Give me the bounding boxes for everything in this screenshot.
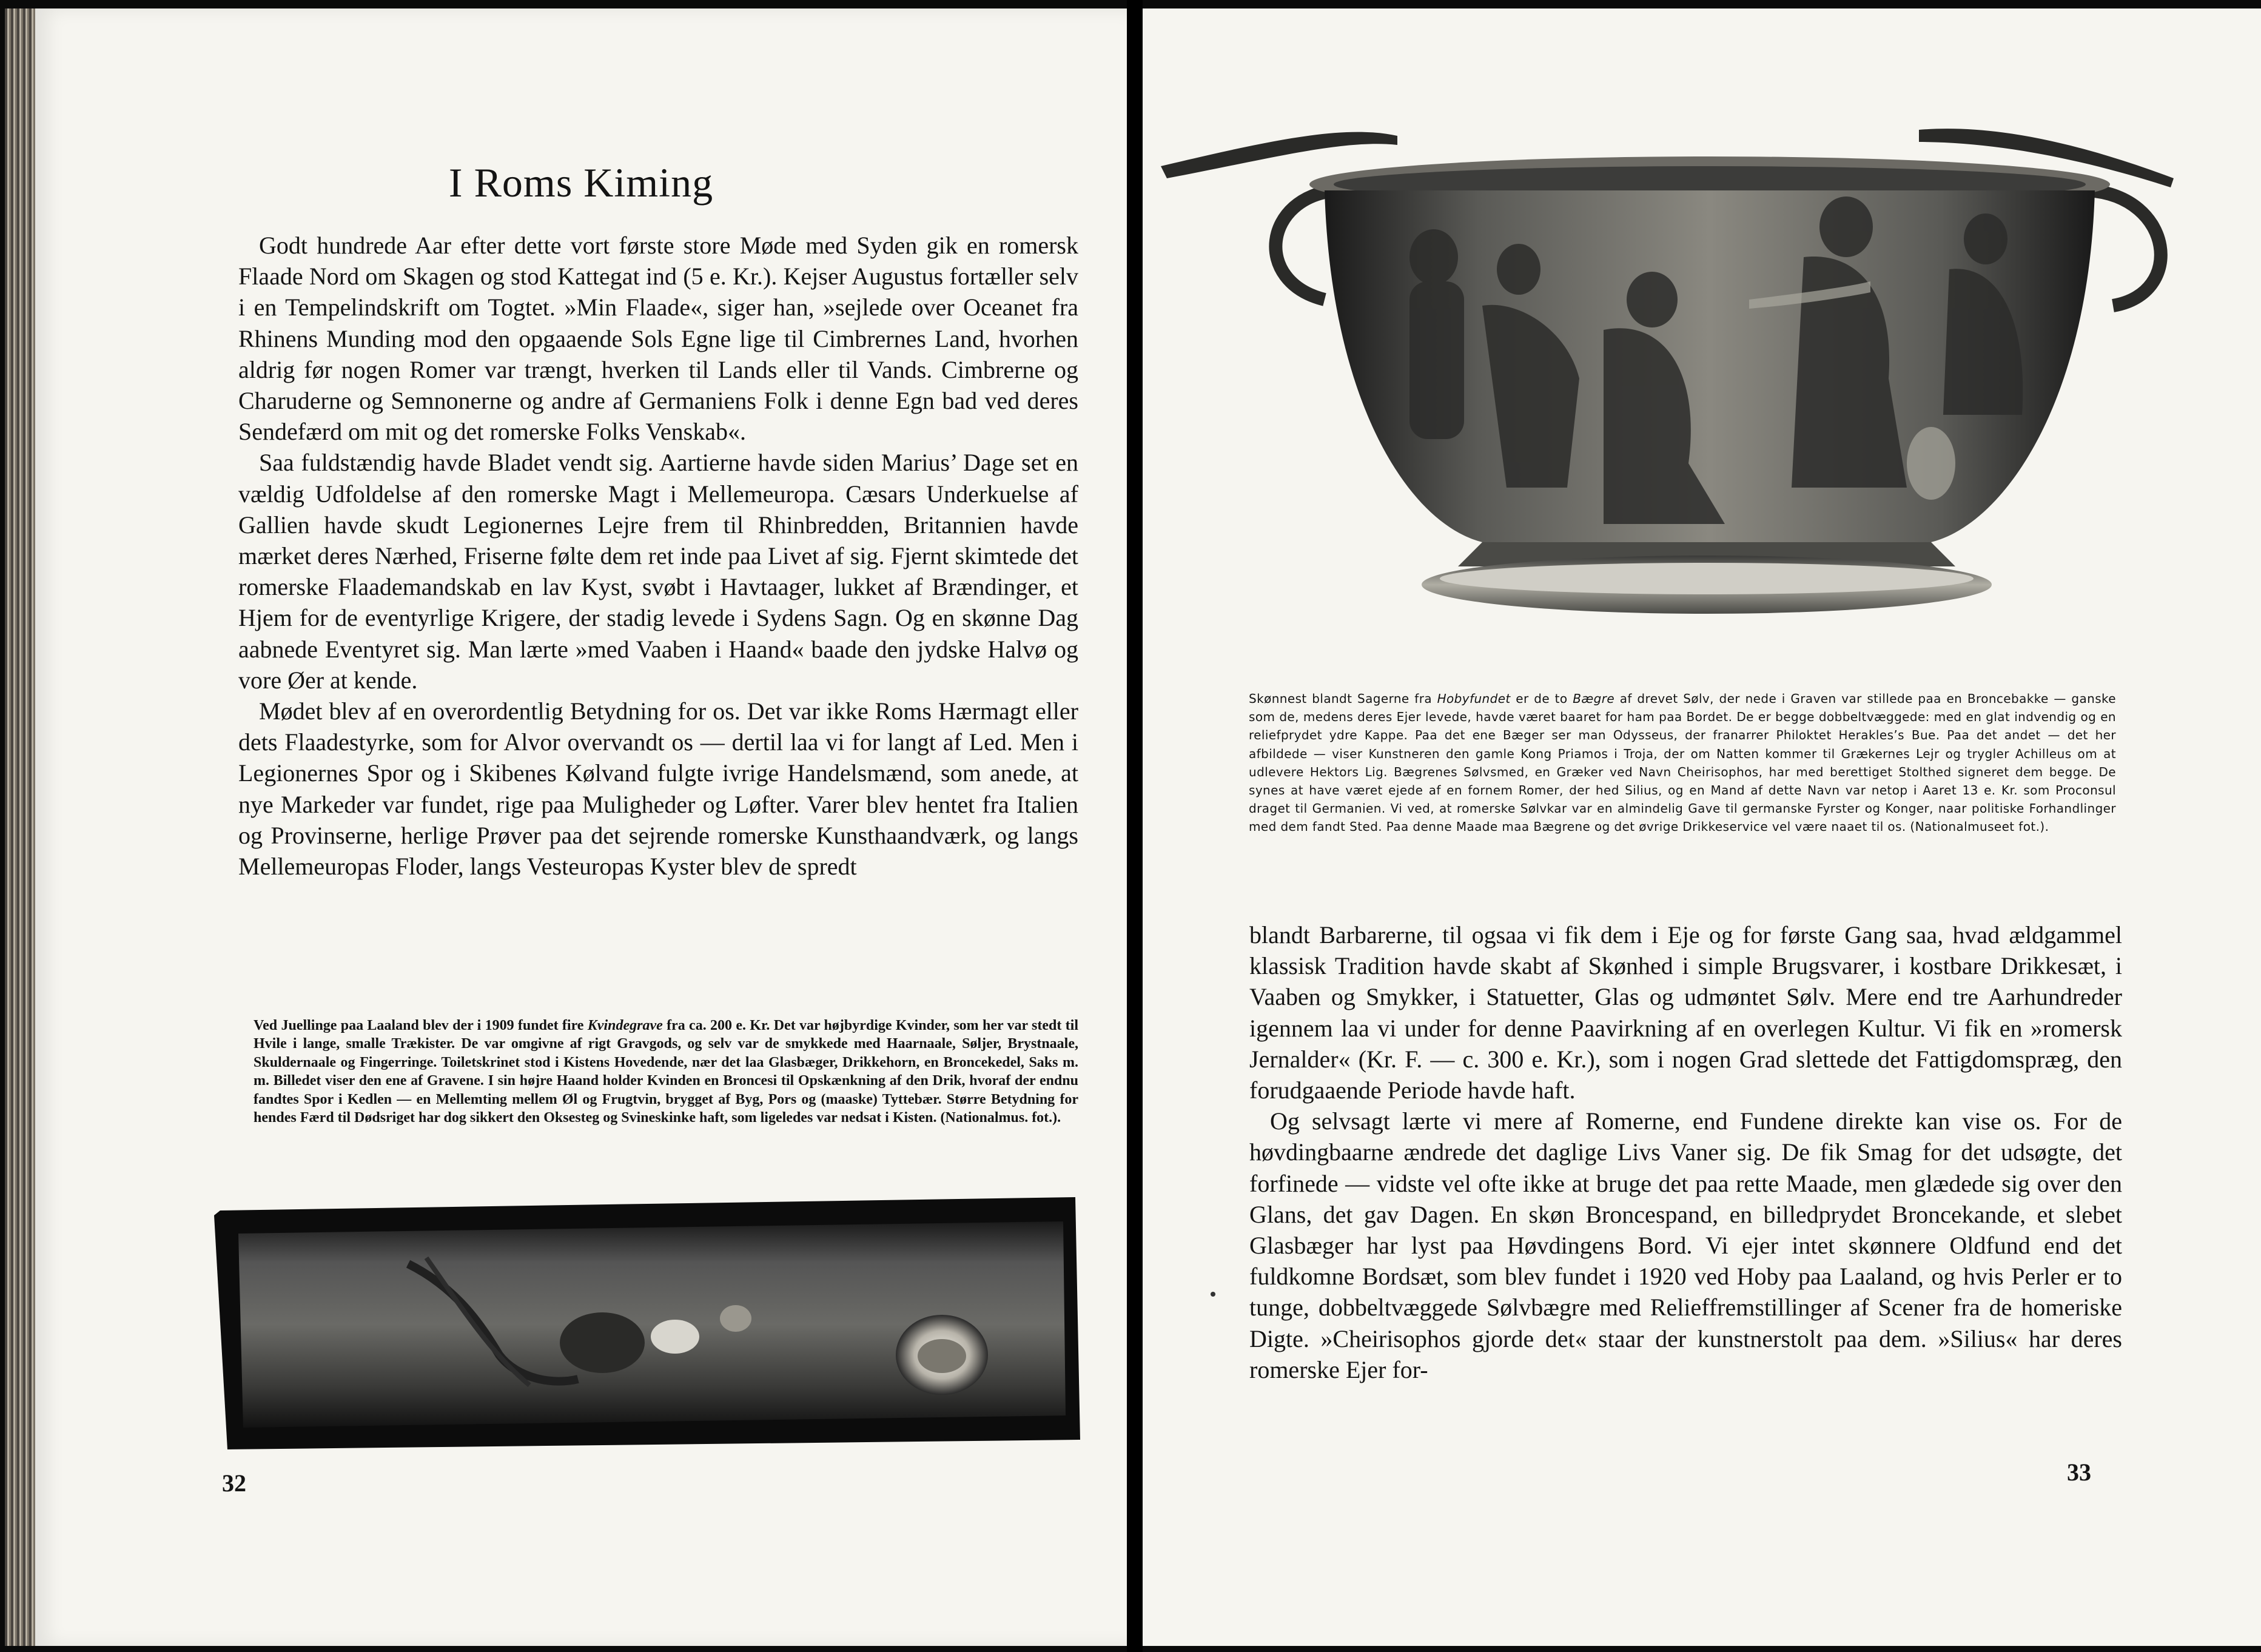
right-paragraph-1: blandt Barbarerne, til ogsaa vi fik dem i Eje og for første Gang saa, hvad ældgammel klassisk Tradition havde skabt af Skønhed i simple Brugsvarer, i kostbare Drikkesæt, i Vaaben og Smykker, i Statuetter, Glas og udmøntet Sølv. Mere end tre Aarhundreder igennem laa vi under for denne Paavirkning af en overlegen Kultur. Vi fik en »romersk Jernalder« (Kr. F. — c. 300 e. Kr.), som i nogen Grad slettede det Fattigdomspræg, den forudgaaende Periode havde haft. [1249,921,2122,1104]
right-page [1143,8,2261,1646]
page-number: 33 [2067,1459,2091,1486]
left-paragraph-1: Godt hundrede Aar efter dette vort første store Møde med Syden gik en romersk Flaade Nord om Skagen og stod Kattegat ind (5 e. Kr.). Kejser Augustus fortæller selv i en Tempelindskrift om Togtet. »Min Flaade«, siger han, »sejlede over Oceanet fra Rhinens Munding mod den opgaaende Sols Egne lige til Cimbrernes Land, hvorhen aldrig før nogen Romer var trængt, hverken til Lands eller til Vands. Cimbrerne og Charuderne og Semnonerne og andre af Germaniens Folk i denne Egn bad ved deres Sendefærd om mit og det romerske Folks Venskab«. [238,232,1078,446]
left-page [35,8,1127,1646]
cup-photo-caption [1249,690,2116,836]
book-page-edges [5,8,35,1646]
caption-emphasis: Kvindegrave [587,1018,663,1033]
silver-cup-photo [1143,99,2261,676]
left-paragraph-2: Saa fuldstændig havde Bladet vendt sig. Aartierne havde siden Marius’ Dage set en vældig Udfoldelse af den romerske Magt i Mellemeuropa. Cæsars Underkuelse af Gallien havde skudt Legionernes Lejre frem til Rhinbredden, Britannien havde mærket deres Nærhed, Friserne følte dem ret inde paa Livet af sig. Fjernt skimtede det romerske Flaademandskab en lav Kyst, svøbt i Havtaager, lukket af Brændinger, et Hjem for de eventyrlige Krigere, der stadig levede i Sydens Sagn. Og en skønne Dag aabnede Eventyret sig. Man lærte »med Vaaben i Haand« baade den jydske Halvø og vore Øer at kende. [238,449,1078,694]
left-body-text [238,230,1078,882]
caption-emphasis: Hobyfundet [1437,691,1511,706]
grave-photo [214,1197,1081,1449]
grave-photo-caption [254,1016,1078,1127]
caption-text: af drevet Sølv, der nede i Graven var stillede paa en Broncebakke — ganske som de, medens deres Ejer levede, havde været baaret for ham paa Bordet. De er begge dobbeltvæggede: med en glat indvendig og en reliefprydet ydre Kappe. Paa det ene Bæger ser man Odysseus, der franarrer Philoktet Herakles’s Bue. Paa det andet — det her afbildede — viser Kunstneren den gamle Kong Priamos i Troja, der om Natten kommer til Grækernes Lejr og trygler Achilleus om at udlevere Hektors Lig. Bægrenes Sølvsmed, en Græker ved Navn Cheirisophos, har med berettiget Stolthed signeret dem begge. De synes at have været ejede af en fornem Romer, der hed Silius, og en Mand af dette Navn var netop i Aaret 13 e. Kr. som Proconsul draget til Germanien. Vi ved, at romerske Sølvkar var en almindelig Gave til germanske Fyrster og Konger, naar politiske Forhandlinger med dem fandt Sted. Paa denne Maade maa Bægrene og det øvrige Drikkeservice vel være naaet til os. (Nationalmuseet fot.). [1249,691,2116,834]
right-paragraph-2: Og selvsagt lærte vi mere af Romerne, end Fundene direkte kan vise os. For de høvdingbaarne ændrede det daglige Livs Vaner sig. De fik Smag for det udsøgte, det forfinede — vidste vel ofte ikke at bruge det paa rette Maade, men glædede sig over den Glans, det gav Dagen. En skøn Broncespand, en billedprydet Broncekande, et slebet Glasbæger har lyst paa Høvdingens Bord. Vi ejer intet skønnere Oldfund end det fuldkomne Bordsæt, som blev fundet i 1920 ved Hoby paa Laaland, og hvis Perler er to tunge, dobbeltvæggede Sølvbægre med Relieffremstillinger af Scener fra de homeriske Digte. »Cheirisophos gjorde det« staar der kunstnerstolt paa dem. »Silius« har deres romerske Ejer for- [1249,1107,2122,1383]
caption-text: er de to [1510,691,1573,706]
chapter-title: I Roms Kiming [448,159,714,206]
page-number: 32 [222,1469,246,1497]
caption-text: Ved Juellinge paa Laaland blev der i 1909 fundet fire [254,1018,588,1033]
left-paragraph-3: Mødet blev af en overordentlig Betydning for os. Det var ikke Roms Hærmagt eller dets Flaadestyrke, som for Alvor overvandt os — dertil laa vi for langt af Led. Men i Legionernes Spor og i Skibenes Kølvand fulgte ivrige Handelsmænd, som anede, at nye Markeder var fundet, rige paa Muligheder og Løfter. Varer blev hentet fra Italien og Provinserne, herlige Prøver paa det sejrende romerske Kunsthaandværk, og langs Mellemeuropas Floder, langs Vesteuropas Kyster blev de spredt [238,697,1078,881]
caption-emphasis: Bægre [1573,691,1615,706]
right-body-text [1249,919,2122,1385]
book-spine-gap [1127,0,1143,1652]
caption-text: Skønnest blandt Sagerne fra [1249,691,1437,706]
stray-mark [1211,1292,1215,1297]
caption-text: fra ca. 200 e. Kr. Det var højbyrdige Kvinder, som her var stedt til Hvile i lange, smalle Trækister. De var omgivne af rigt Gravgods, og selv var de smykkede med Haarnaale, Søljer, Brystnaale, Skuldernaale og Fingerringe. Toiletskrinet stod i Kistens Hovedende, nær det laa Glasbæger, Drikkehorn, en Broncekedel, Saks m. m. Billedet viser den ene af Gravene. I sin højre Haand holder Kvinden en Broncesi til Opskænkning af den Drik, hvoraf der endnu fandtes Spor i Kedlen — en Mellemting mellem Øl og Frugtvin, brygget af Byg, Pors og (maaske) Tyttebær. Større Betydning for hendes Færd til Dødsriget har dog sikkert den Oksesteg og Svineskinke haft, som ligeledes var nedsat i Kisten. (Nationalmus. fot.). [254,1018,1079,1126]
